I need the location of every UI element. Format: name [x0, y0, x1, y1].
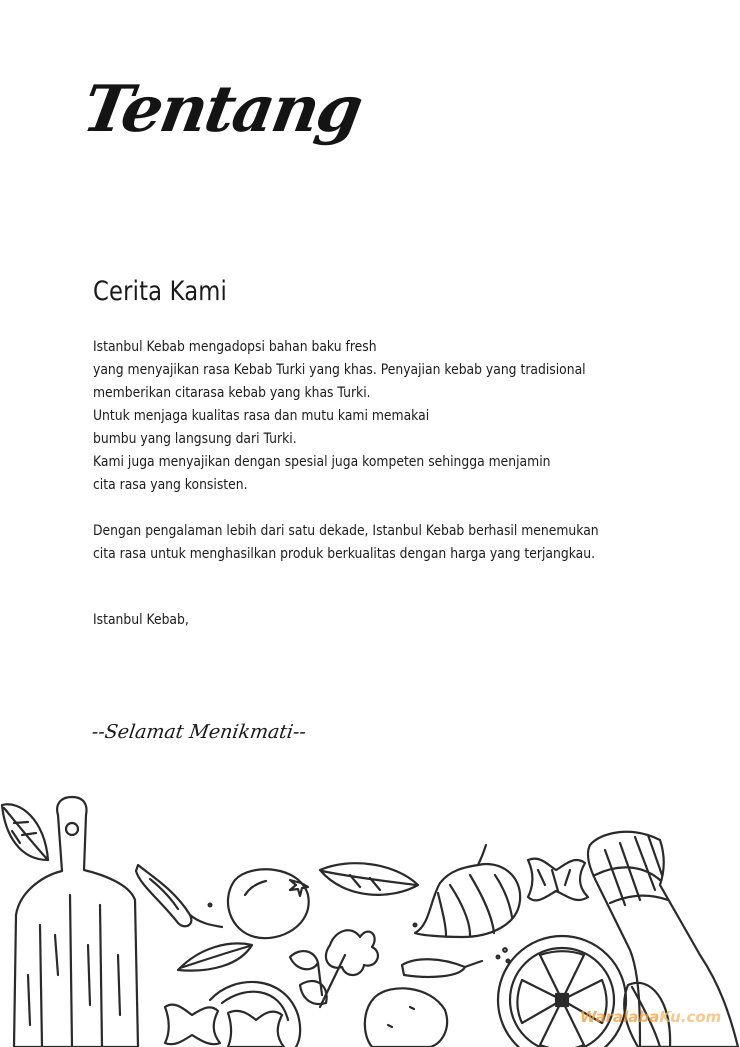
chili-pepper-icon: [136, 865, 222, 927]
paragraph-line: cita rasa untuk menghasilkan produk berkualitas dengan harga yang terjangkau.: [93, 546, 596, 562]
paragraph-line: memberikan citarasa kebab yang khas Turki.: [93, 385, 371, 401]
paragraph-line: bumbu yang langsung dari Turki.: [93, 431, 297, 447]
story-body: [93, 336, 626, 566]
watermark-part1: Waralaba: [580, 1008, 660, 1026]
watermark: [580, 1008, 721, 1026]
closing-text: --Selamat Menikmati--: [90, 721, 308, 743]
paragraph-line: cita rasa yang konsisten.: [93, 477, 248, 493]
paragraph-line: yang menyajikan rasa Kebab Turki yang khas. Penyajian kebab yang tradisional: [93, 362, 586, 378]
section-heading: Cerita Kami: [93, 276, 228, 307]
potato-icon: [365, 988, 447, 1047]
pasta-icon: [528, 859, 588, 901]
watermark-part2: Ku.com: [659, 1008, 722, 1026]
lemon-slice-icon: [498, 936, 626, 1047]
bowl-icon: [210, 982, 300, 1047]
pasta-icon: [165, 1005, 284, 1047]
page-title: Tentang: [77, 72, 367, 147]
leaf-icon: [320, 863, 418, 895]
tomato-icon: [228, 869, 309, 938]
parsley-icon: [290, 930, 378, 1007]
paragraph-line: Istanbul Kebab mengadopsi bahan baku fresh: [93, 339, 377, 355]
leaf-icon: [2, 804, 48, 860]
leaf-icon: [178, 943, 252, 970]
paragraph-gap: [93, 497, 626, 520]
paragraph-line: Kami juga menyajikan dengan spesial juga kompeten sehingga menjamin: [93, 454, 551, 470]
signature-text: Istanbul Kebab,: [93, 612, 189, 628]
chili-pepper-icon: [402, 959, 482, 977]
paragraph-line: Untuk menjaga kualitas rasa dan mutu kami memakai: [93, 408, 430, 424]
paragraph-line: Dengan pengalaman lebih dari satu dekade, Istanbul Kebab berhasil menemukan: [93, 523, 599, 539]
food-illustration: [0, 775, 740, 1047]
onion-icon: [415, 845, 520, 937]
